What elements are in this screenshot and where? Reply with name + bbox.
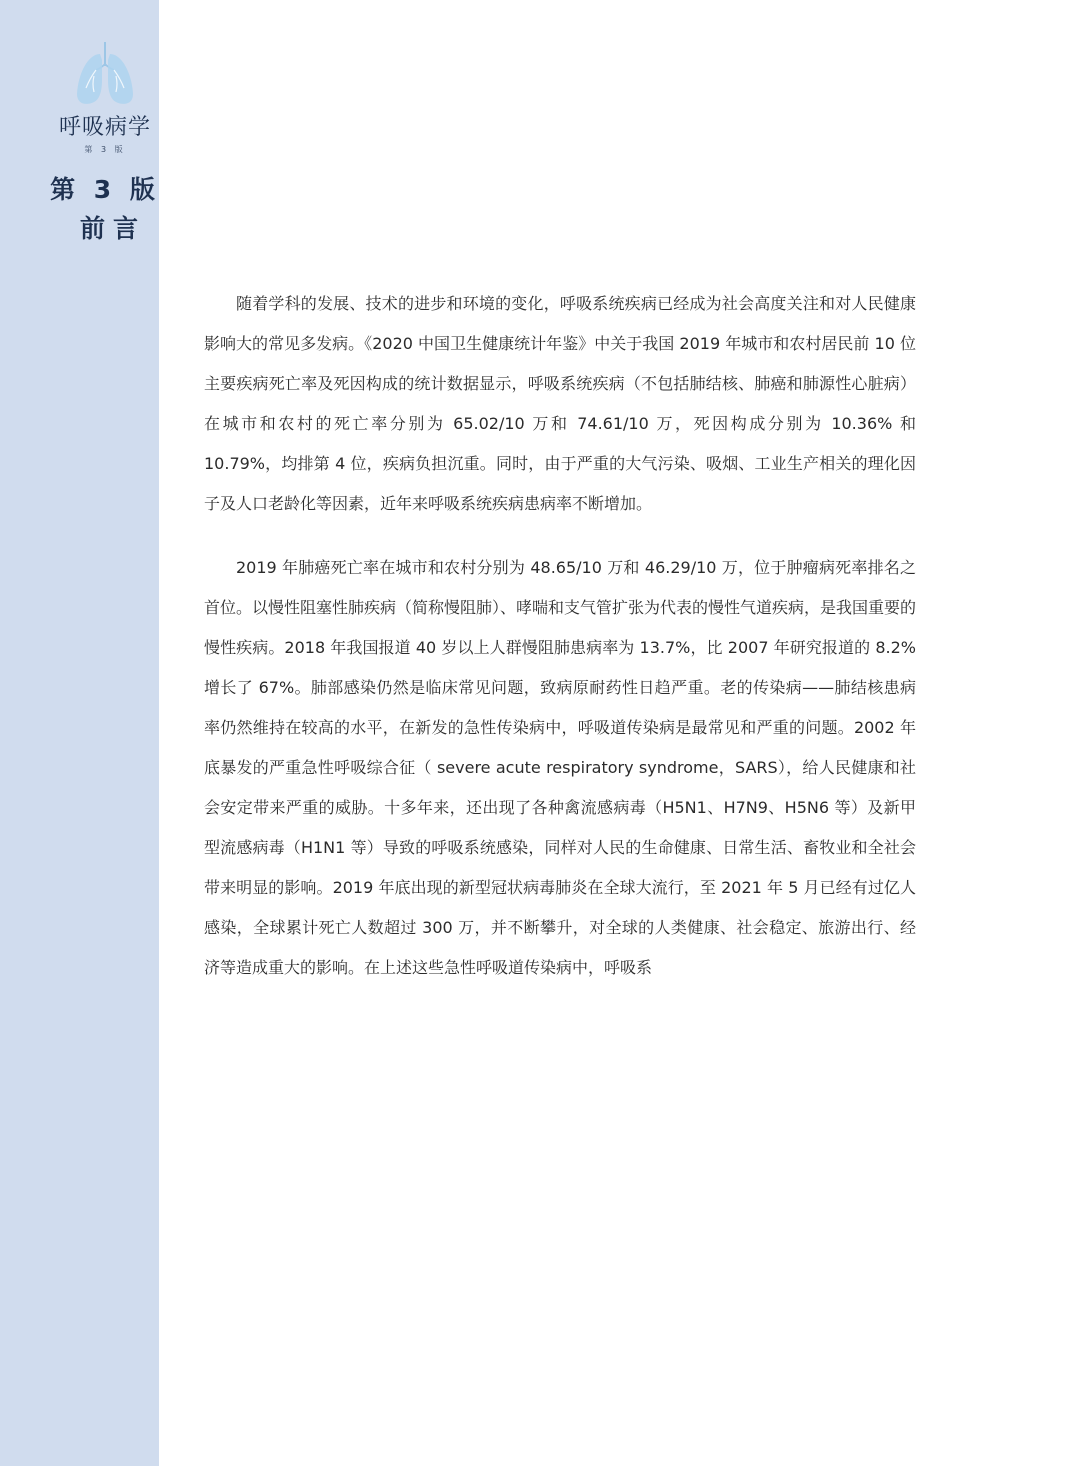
paragraph: 2019 年肺癌死亡率在城市和农村分别为 48.65/10 万和 46.29/10 万，位于肿瘤病死率排名之首位。以慢性阻塞性肺疾病（简称慢阻肺）、哮喘和支气管扩张为代表的慢性气道疾病，是我国重要的慢性疾病。2018 年我国报道 40 岁以上人群慢阻肺患病率为 13.7%，比 2007 年研究报道的 8.2% 增长了 67%。肺部感染仍然是临床常见问题，致病原耐药性日趋严重。老的传染病——肺结核患病率仍然维持在较高的水平，在新发的急性传染病中，呼吸道传染病是最常见和严重的问题。2002 年底暴发的严重急性呼吸综合征（ severe acute respiratory syndrome，SARS），给人民健康和社会安定带来严重的威胁。十多年来，还出现了各种禽流感病毒（H5N1、H7N9、H5N6 等）及新甲型流感病毒（H1N1 等）导致的呼吸系统感染，同样对人民的生命健康、日常生活、畜牧业和全社会带来明显的影响。2019 年底出现的新型冠状病毒肺炎在全球大流行，至 2021 年 5 月已经有过亿人感染，全球累计死亡人数超过 300 万，并不断攀升，对全球的人类健康、社会稳定、旅游出行、经济等造成重大的影响。在上述这些急性呼吸道传染病中，呼吸系 (204, 558, 917, 977)
lungs-icon (74, 40, 136, 108)
sidebar (0, 0, 159, 1466)
preface-body (204, 284, 916, 1012)
edition-label-small: 第 3 版 (84, 145, 126, 154)
book-title: 呼吸病学 (58, 115, 151, 140)
edition-label: 第 3 版 (50, 175, 160, 204)
paragraph: 随着学科的发展、技术的进步和环境的变化，呼吸系统疾病已经成为社会高度关注和对人民健康影响大的常见多发病。《2020 中国卫生健康统计年鉴》中关于我国 2019 年城市和农村居民前 10 位主要疾病死亡率及死因构成的统计数据显示，呼吸系统疾病（不包括肺结核、肺癌和肺源性心脏病）在城市和农村的死亡率分别为 65.02/10 万和 74.61/10 万，死因构成分别为 10.36% 和 10.79%，均排第 4 位，疾病负担沉重。同时，由于严重的大气污染、吸烟、工业生产相关的理化因子及人口老龄化等因素，近年来呼吸系统疾病患病率不断增加。 (204, 294, 916, 513)
section-title: 前言 (79, 214, 146, 243)
